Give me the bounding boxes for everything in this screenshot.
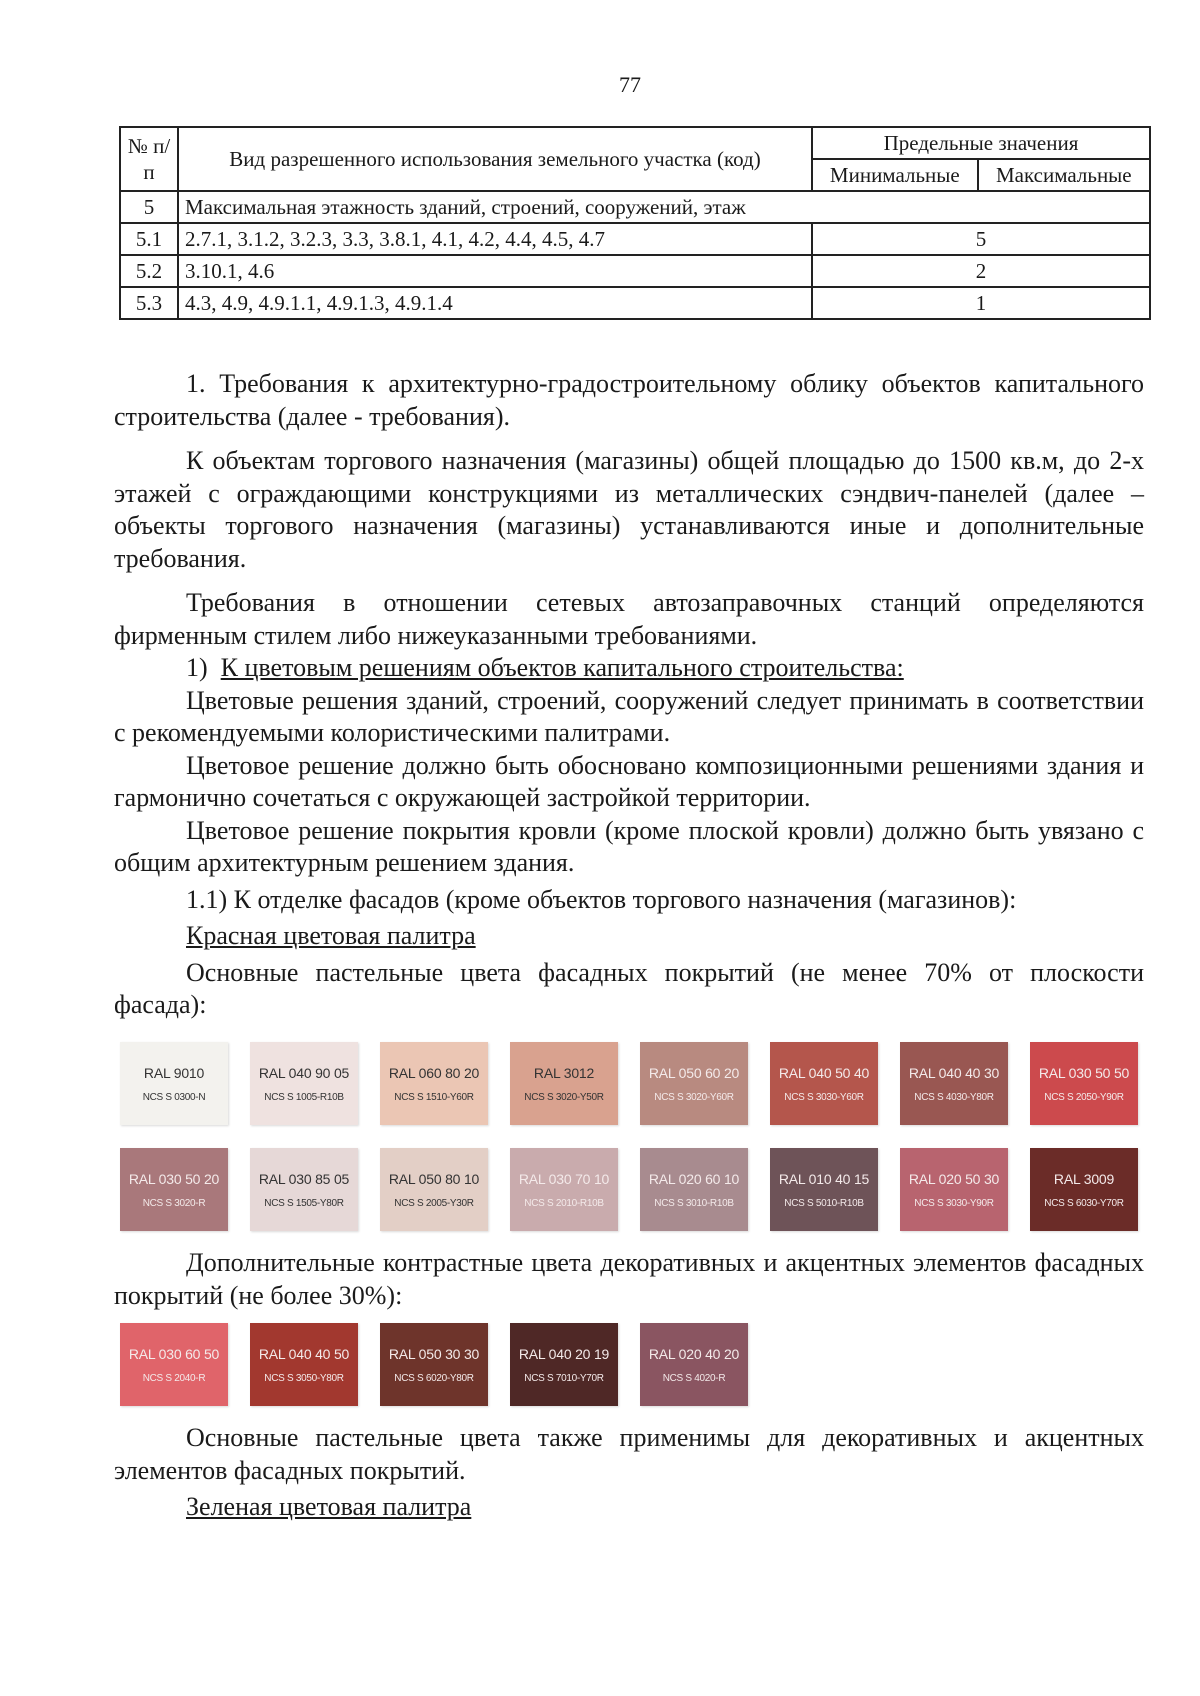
paragraph-requirements: 1. Требования к архитектурно-градостроительному облику объектов капитального строительства (далее - требования). [114,369,1144,431]
swatch-ncs-code: NCS S 6030-Y70R [1044,1197,1124,1209]
swatch-ral-code: RAL 040 20 19 [518,1345,610,1362]
swatch-ncs-code: NCS S 2010-R10B [524,1197,604,1209]
color-swatch [120,1042,228,1125]
swatch-ncs-code: NCS S 3020-Y50R [524,1091,604,1103]
paragraph-color-heading [114,652,1144,685]
palette-row-main-2 [120,1148,1160,1231]
swatch-ral-code: RAL 040 50 40 [778,1064,870,1081]
swatch-ral-code: RAL 030 70 10 [518,1170,610,1187]
swatch-ncs-code: NCS S 1510-Y60R [394,1091,474,1103]
paragraph-facades: 1.1) К отделке фасадов (кроме объектов торгового назначения (магазинов): [186,884,1017,914]
swatch-ral-code: RAL 040 90 05 [258,1064,350,1081]
swatch-ral-code: RAL 030 85 05 [258,1170,350,1187]
swatch-ral-code: RAL 060 80 20 [388,1064,480,1081]
color-swatch [510,1148,618,1231]
color-swatch [250,1323,358,1406]
swatch-ral-code: RAL 050 30 30 [388,1345,480,1362]
swatch-ncs-code: NCS S 3010-R10B [654,1197,734,1209]
text-section-2 [114,1247,1144,1312]
row-num: 5.3 [120,287,178,319]
swatch-ncs-code: NCS S 1005-R10B [264,1091,344,1103]
swatch-ncs-code: NCS S 3020-R [142,1197,206,1209]
table-section-row [120,191,1150,223]
paragraph-gas-stations: Требования в отношении сетевых автозаправочных станций определяются фирменным стилем либо нижеуказанными требованиями. [114,588,1144,650]
color-swatch [770,1148,878,1231]
swatch-ncs-code: NCS S 5010-R10B [784,1197,864,1209]
text-section-3 [114,1422,1144,1524]
swatch-ral-code: RAL 040 40 30 [908,1064,1000,1081]
color-swatch [510,1042,618,1125]
color-heading-number: 1) [186,653,208,682]
header-min: Минимальные [812,159,978,191]
section-title: Максимальная этажность зданий, строений, сооружений, этаж [178,191,1150,223]
swatch-ncs-code: NCS S 2040-R [142,1372,206,1384]
color-swatch [640,1323,748,1406]
swatch-ncs-code: NCS S 3030-Y90R [914,1197,994,1209]
color-swatch [120,1148,228,1231]
color-swatch [250,1148,358,1231]
color-swatch [120,1323,228,1406]
limits-table [119,126,1151,320]
header-limits: Предельные значения [812,127,1150,159]
swatch-ncs-code: NCS S 1505-Y80R [264,1197,344,1209]
row-value: 5 [812,223,1150,255]
swatch-ral-code: RAL 020 60 10 [648,1170,740,1187]
swatch-ncs-code: NCS S 3030-Y60R [784,1091,864,1103]
palette-row-accent [120,1323,770,1406]
swatch-ncs-code: NCS S 3050-Y80R [264,1372,344,1384]
swatch-ncs-code: NCS S 4030-Y80R [914,1091,994,1103]
red-palette-title: Красная цветовая палитра [186,921,476,950]
swatch-ncs-code: NCS S 2050-Y90R [1044,1091,1124,1103]
color-swatch [380,1323,488,1406]
paragraph-roof: Цветовое решение покрытия кровли (кроме плоской кровли) должно быть увязано с общим архитектурным решением здания. [114,815,1144,877]
row-value: 1 [812,287,1150,319]
swatch-ral-code: RAL 9010 [143,1064,205,1081]
header-num: № п/п [120,127,178,191]
swatch-ncs-code: NCS S 0300-N [142,1091,206,1103]
header-max: Максимальные [978,159,1150,191]
swatch-ral-code: RAL 010 40 15 [778,1170,870,1187]
color-swatch [770,1042,878,1125]
row-num: 5.1 [120,223,178,255]
row-codes: 2.7.1, 3.1.2, 3.2.3, 3.3, 3.8.1, 4.1, 4.2, 4.4, 4.5, 4.7 [178,223,812,255]
table-row [120,255,1150,287]
color-swatch [380,1148,488,1231]
color-swatch [640,1148,748,1231]
row-codes: 3.10.1, 4.6 [178,255,812,287]
swatch-ncs-code: NCS S 2005-Y30R [394,1197,474,1209]
paragraph-pastel-main: Основные пастельные цвета фасадных покрытий (не менее 70% от плоскости фасада): [114,957,1144,1019]
color-swatch [250,1042,358,1125]
swatch-ral-code: RAL 050 60 20 [648,1064,740,1081]
swatch-ral-code: RAL 030 50 20 [128,1170,220,1187]
color-swatch [510,1323,618,1406]
color-swatch [380,1042,488,1125]
green-palette-title: Зеленая цветовая палитра [186,1492,472,1521]
paragraph-retail: К объектам торгового назначения (магазины) общей площадью до 1500 кв.м, до 2-х этажей с ограждающими конструкциями из металлических сэндвич-панелей (далее – объекты торгового назначения (магазины) устанавливаются иные и дополнительные требования. [114,446,1144,573]
table-row [120,287,1150,319]
swatch-ncs-code: NCS S 7010-Y70R [524,1372,604,1384]
paragraph-composition: Цветовое решение должно быть обосновано композиционными решениями здания и гармонично сочетаться с окружающей застройкой территории. [114,750,1144,812]
paragraph-color-palettes: Цветовые решения зданий, строений, сооружений следует принимать в соответствии с рекомендуемыми колористическими палитрами. [114,685,1144,747]
swatch-ncs-code: NCS S 4020-R [662,1372,726,1384]
swatch-ncs-code: NCS S 3020-Y60R [654,1091,734,1103]
row-value: 2 [812,255,1150,287]
table-header-row [120,127,1150,159]
color-swatch [1030,1042,1138,1125]
paragraph-accent-colors: Дополнительные контрастные цвета декоративных и акцентных элементов фасадных покрытий (не более 30%): [114,1248,1144,1310]
color-heading-title: К цветовым решениям объектов капитального строительства: [220,653,904,682]
swatch-ral-code: RAL 030 50 50 [1038,1064,1130,1081]
paragraph-pastel-applicable: Основные пастельные цвета также применимы для декоративных и акцентных элементов фасадных покрытий. [114,1423,1144,1485]
section-num: 5 [120,191,178,223]
table-row [120,223,1150,255]
swatch-ral-code: RAL 020 50 30 [908,1170,1000,1187]
palette-row-main-1 [120,1042,1160,1125]
swatch-ral-code: RAL 3009 [1053,1170,1115,1187]
swatch-ral-code: RAL 050 80 10 [388,1170,480,1187]
swatch-ral-code: RAL 020 40 20 [648,1345,740,1362]
row-num: 5.2 [120,255,178,287]
page-number: 77 [619,72,641,97]
swatch-ral-code: RAL 040 40 50 [258,1345,350,1362]
color-swatch [900,1042,1008,1125]
swatch-ral-code: RAL 3012 [533,1064,595,1081]
header-usage-type: Вид разрешенного использования земельного участка (код) [178,127,812,191]
row-codes: 4.3, 4.9, 4.9.1.1, 4.9.1.3, 4.9.1.4 [178,287,812,319]
swatch-ncs-code: NCS S 6020-Y80R [394,1372,474,1384]
color-swatch [900,1148,1008,1231]
color-swatch [640,1042,748,1125]
color-swatch [1030,1148,1138,1231]
swatch-ral-code: RAL 030 60 50 [128,1345,220,1362]
text-section-1 [114,368,1144,1022]
